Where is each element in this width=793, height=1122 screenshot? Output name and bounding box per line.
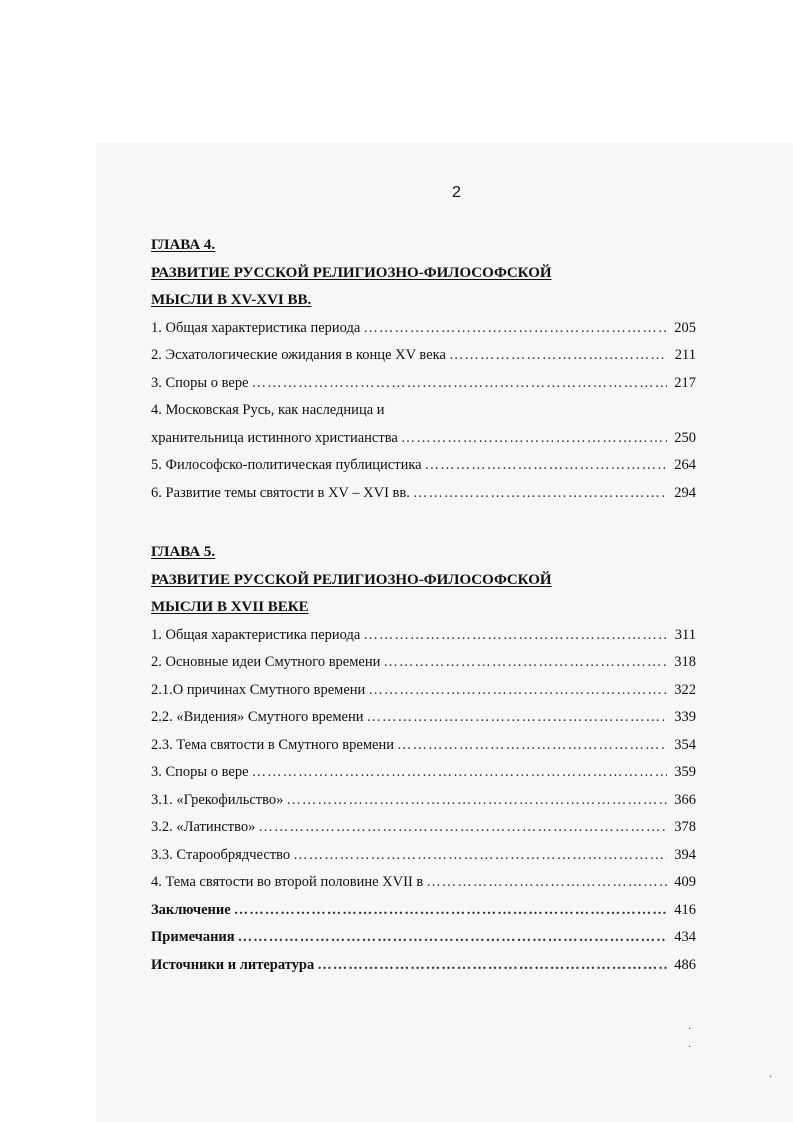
dot-leader [383,649,667,677]
toc-entry [151,622,696,650]
toc-entry-title: 3.1. «Грекофильство» [151,791,284,808]
toc-entry-title: 1. Общая характеристика периода [151,626,361,643]
toc-entry [151,677,696,705]
dot-leader [449,342,667,370]
toc-entry-title: 1. Общая характеристика периода [151,319,361,336]
chapter-4-title-line-2: МЫСЛИ В XV-XVI ВВ. [151,292,312,308]
toc-entry-title: 3.2. «Латинство» [151,819,256,835]
toc-entry-page: 416 [674,901,696,918]
toc-entry [151,732,696,760]
toc-entry-page: 318 [674,654,696,670]
toc-entry-page: 217 [674,374,696,391]
dot-leader [258,814,667,842]
toc-entry [151,370,696,398]
scan-speck: · [688,1024,692,1035]
toc-entry-page: 378 [674,819,696,835]
chapter-5-title-line-2: МЫСЛИ В XVII ВЕКЕ [151,599,309,615]
toc-entry [151,869,696,897]
page-number: 2 [452,184,461,201]
toc-entry-page: 250 [674,429,696,446]
toc-entry-title: хранительница истинного христианства [151,429,398,446]
toc-entry-title: 3.3. Старообрядчество [151,846,291,863]
dot-leader [286,787,667,815]
chapter-4-label: ГЛАВА 4. [151,237,216,253]
toc-entry-title: 3. Споры о вере [151,374,249,391]
dot-leader [367,704,667,732]
toc-entry-page: 322 [674,681,696,698]
toc-entry [151,649,696,677]
toc-entry [151,425,696,453]
dot-leader [252,370,667,398]
toc-back-matter-entry [151,952,696,980]
toc-entry-page: 211 [674,347,696,363]
toc-entry-title: 5. Философско-политическая публицистика [151,457,422,473]
toc-entry-title: 6. Развитие темы святости в XV – XVI вв. [151,484,410,501]
toc-entry-page: 359 [674,764,696,780]
toc-back-matter-entry [151,924,696,952]
toc-entry-title: 2.3. Тема святости в Смутного времени [151,736,394,753]
toc-entry-page: 294 [674,484,696,501]
dot-leader [234,897,667,925]
toc-entry [151,787,696,815]
toc-entry [151,342,696,370]
toc-entry-page: 205 [674,319,696,336]
dot-leader [413,480,667,508]
toc-entry-page: 366 [674,791,696,808]
toc-entry [151,759,696,787]
toc-entry-page: 354 [674,736,696,753]
dot-leader [425,452,667,480]
dot-leader [426,869,667,897]
toc-entry-title: Заключение [151,901,231,918]
toc-entry [151,842,696,870]
toc-entry-title: 2. Эсхатологические ожидания в конце XV века [151,347,446,363]
toc-entry [151,814,696,842]
toc-entry-page: 264 [674,457,696,473]
toc-entry-title: 4. Тема святости во второй половине XVII в [151,874,424,890]
scan-speck: · [769,1072,773,1083]
toc-entry-title: 2.1.О причинах Смутного времени [151,681,366,698]
toc-entry-title: 3. Споры о вере [151,764,249,780]
toc-entry-title: Примечания [151,929,235,945]
toc-entry-title-first-line: 4. Московская Русь, как наследница и [151,402,385,418]
toc-entry-page: 434 [674,929,696,945]
scan-speck: · [688,1042,692,1053]
toc-entry-title: 2. Основные идеи Смутного времени [151,654,381,670]
dot-leader [368,677,667,705]
toc-entry-title: 2.2. «Видения» Смутного времени [151,709,364,725]
chapter-4-title-line-1: РАЗВИТИЕ РУССКОЙ РЕЛИГИОЗНО-ФИЛОСОФСКОЙ [151,264,552,281]
toc-entry-page: 339 [674,709,696,725]
dot-leader [397,732,667,760]
dot-leader [317,952,667,980]
toc-entry-page: 486 [674,956,696,973]
dot-leader [363,622,667,650]
toc-back-matter-entry [151,897,696,925]
toc-entry [151,452,696,480]
toc-entry [151,315,696,343]
toc-entry-page: 311 [674,626,696,643]
toc-entry-page: 409 [674,874,696,890]
chapter-5-title-line-1: РАЗВИТИЕ РУССКОЙ РЕЛИГИОЗНО-ФИЛОСОФСКОЙ [151,571,552,588]
toc-entry [151,480,696,508]
chapter-5-label: ГЛАВА 5. [151,544,216,560]
dot-leader [252,759,667,787]
chapter-5-section [151,539,696,979]
chapter-4-section [151,232,696,507]
dot-leader [293,842,667,870]
dot-leader [401,425,667,453]
toc-entry-page: 394 [674,846,696,863]
dot-leader [363,315,667,343]
toc-entry-title: Источники и литература [151,956,315,973]
toc-entry [151,704,696,732]
dot-leader [238,924,667,952]
